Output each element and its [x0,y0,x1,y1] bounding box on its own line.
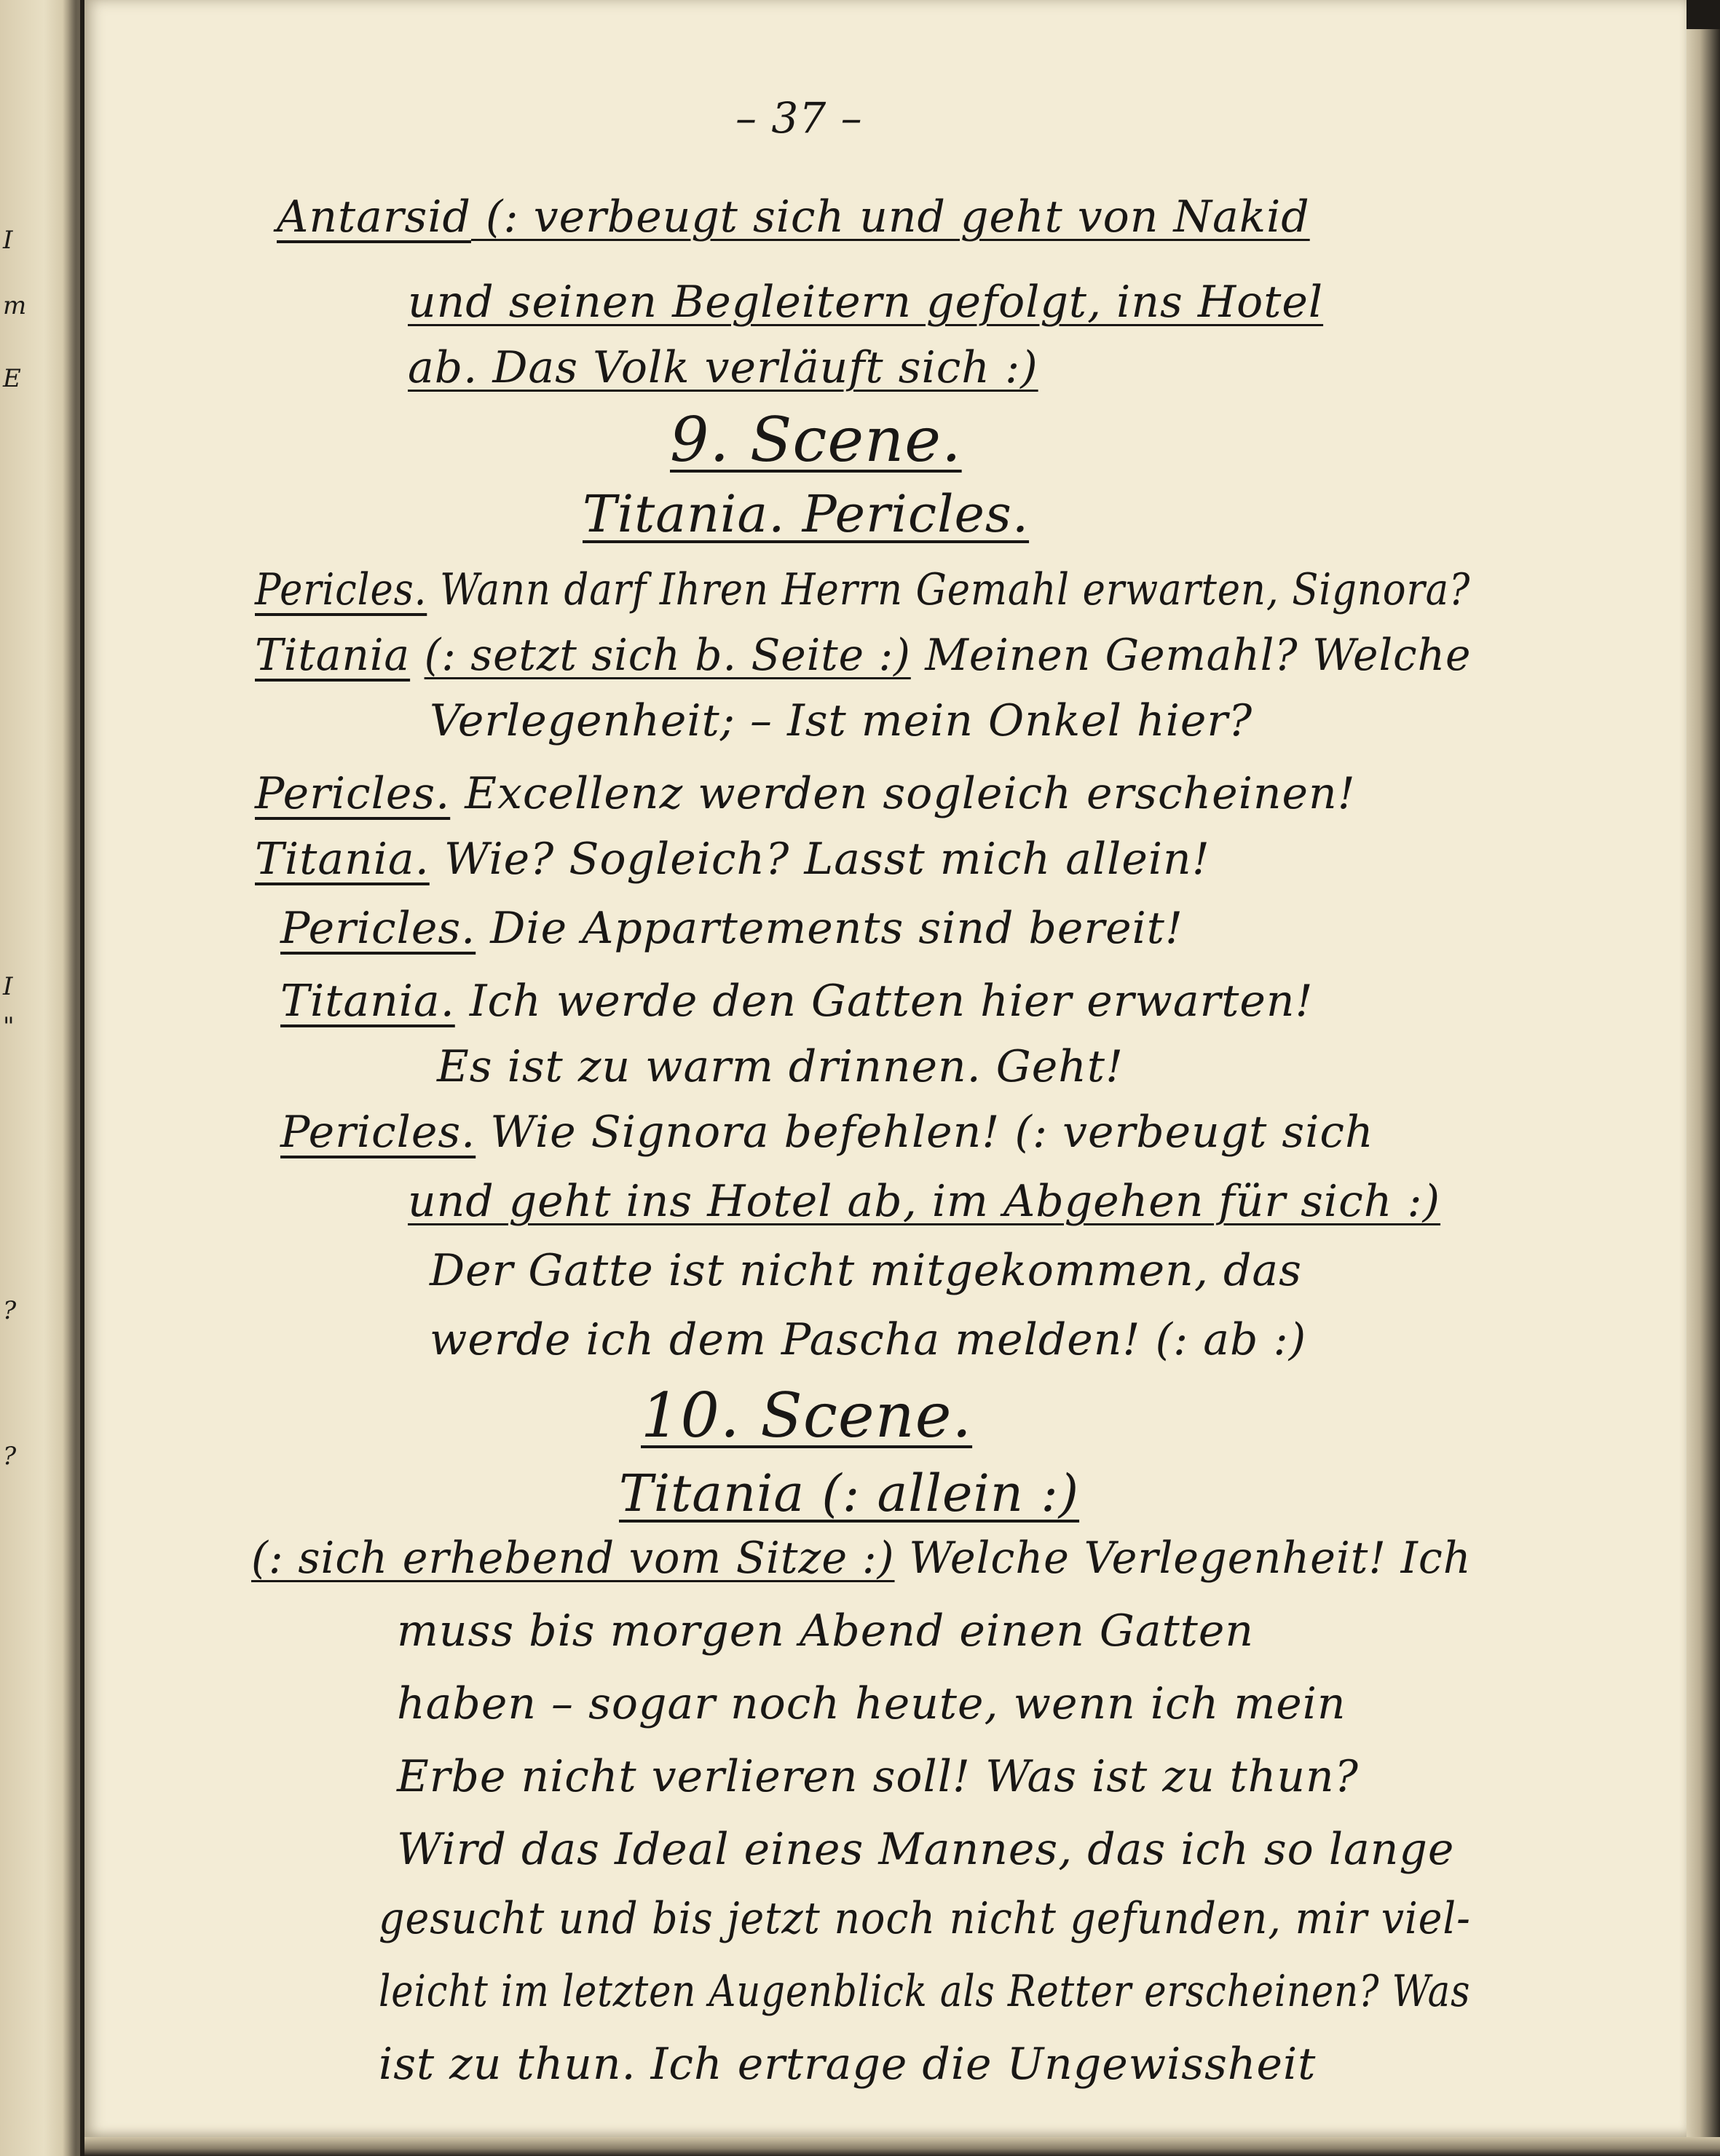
manuscript-line [379,2039,1317,2090]
manuscript-line [255,768,1356,819]
scene-cast: Titania. Pericles. [583,484,1030,544]
speaker-name: Pericles. [255,768,451,819]
line-text: ist zu thun. Ich ertrage die Ungewissheit [379,2039,1317,2090]
line-text: Wie Signora befehlen! (: verbeugt sich [476,1107,1374,1158]
speaker-name: Titania. [255,834,430,885]
manuscript-line [397,1678,1346,1729]
line-text: Es ist zu warm drinnen. Geht! [437,1041,1124,1092]
manuscript-line [280,903,1184,954]
line-text: Die Appartements sind bereit! [476,903,1184,954]
manuscript-line [379,1966,1471,2017]
line-text: leicht im letzten Augenblick als Retter erscheinen? Was [379,1966,1471,2017]
stage-direction: Nakid [1173,191,1310,242]
speaker-name: Titania. [280,976,455,1027]
line-text: Erbe nicht verlieren soll! Was ist zu thun? [397,1751,1359,1802]
margin-mark: I [3,226,13,255]
speaker-name: Pericles. [280,1107,476,1158]
manuscript-line [255,630,1472,681]
line-text: werde ich dem Pascha melden! (: ab :) [430,1314,1307,1365]
margin-mark: " [3,1012,15,1041]
stage-direction: ab. Das Volk verläuft sich :) [408,342,1038,393]
speaker-name: Pericles. [255,564,427,615]
stage-direction: und geht ins Hotel ab, im Abgehen für sich :) [408,1176,1441,1227]
margin-mark: I [3,972,13,1001]
manuscript-line [408,1176,1441,1227]
stage-direction: (: verbeugt sich und geht von [470,191,1174,242]
stage-direction: (: sich erhebend vom Sitze :) [251,1533,895,1584]
manuscript-line [430,695,1253,746]
bottom-page-edge [84,2137,1720,2156]
page-number: – 37 – [735,93,863,143]
line-text: Der Gatte ist nicht mitgekommen, das [430,1245,1302,1296]
manuscript-line [437,1041,1124,1092]
manuscript-line [397,1824,1455,1875]
manuscript-line [251,1533,1472,1584]
manuscript-line [397,1606,1254,1657]
margin-mark: ? [3,1442,17,1471]
line-text: Wie? Sogleich? Lasst mich allein! [429,834,1210,885]
scene-cast: Titania (: allein :) [619,1464,1080,1523]
line-text: Wird das Ideal eines Mannes, das ich so lange [397,1824,1455,1875]
line-text: gesucht und bis jetzt noch nicht gefunden, mir viel- [379,1893,1471,1944]
line-text: Verlegenheit; – Ist mein Onkel hier? [430,695,1253,746]
margin-mark: m [3,291,27,320]
speaker-name: Pericles. [280,903,476,954]
speaker-name: Antarsid [277,191,471,242]
manuscript-line [408,342,1038,393]
manuscript-line [430,1314,1307,1365]
stage-direction: (: setzt sich b. Seite :) [424,630,911,681]
line-text: muss bis morgen Abend einen Gatten [397,1606,1254,1657]
line-text: Wann darf Ihren Herrn Gemahl erwarten, Signora? [427,564,1471,615]
right-page-edge [1687,29,1720,2156]
manuscript-line [277,191,1310,242]
manuscript-line [280,976,1314,1027]
margin-mark: ? [3,1296,17,1325]
manuscript-line [430,1245,1302,1296]
scene-heading: 10. Scene. [641,1380,973,1451]
line-text: haben – sogar noch heute, wenn ich mein [397,1678,1346,1729]
manuscript-line [379,1893,1471,1944]
manuscript-line [255,564,1471,615]
speaker-name: Titania [255,630,411,681]
stage-direction: und seinen Begleitern gefolgt, ins Hotel [408,277,1324,328]
line-text: Welche Verlegenheit! Ich [894,1533,1472,1584]
line-text: Excellenz werden sogleich erscheinen! [450,768,1356,819]
manuscript-line [397,1751,1359,1802]
margin-mark: E [3,364,21,393]
manuscript-line [255,834,1210,885]
manuscript-line [280,1107,1374,1158]
line-text: Ich werde den Gatten hier erwarten! [454,976,1314,1027]
manuscript-line [408,277,1324,328]
scene-heading: 9. Scene. [670,404,962,475]
line-text: Meinen Gemahl? Welche [910,630,1472,681]
